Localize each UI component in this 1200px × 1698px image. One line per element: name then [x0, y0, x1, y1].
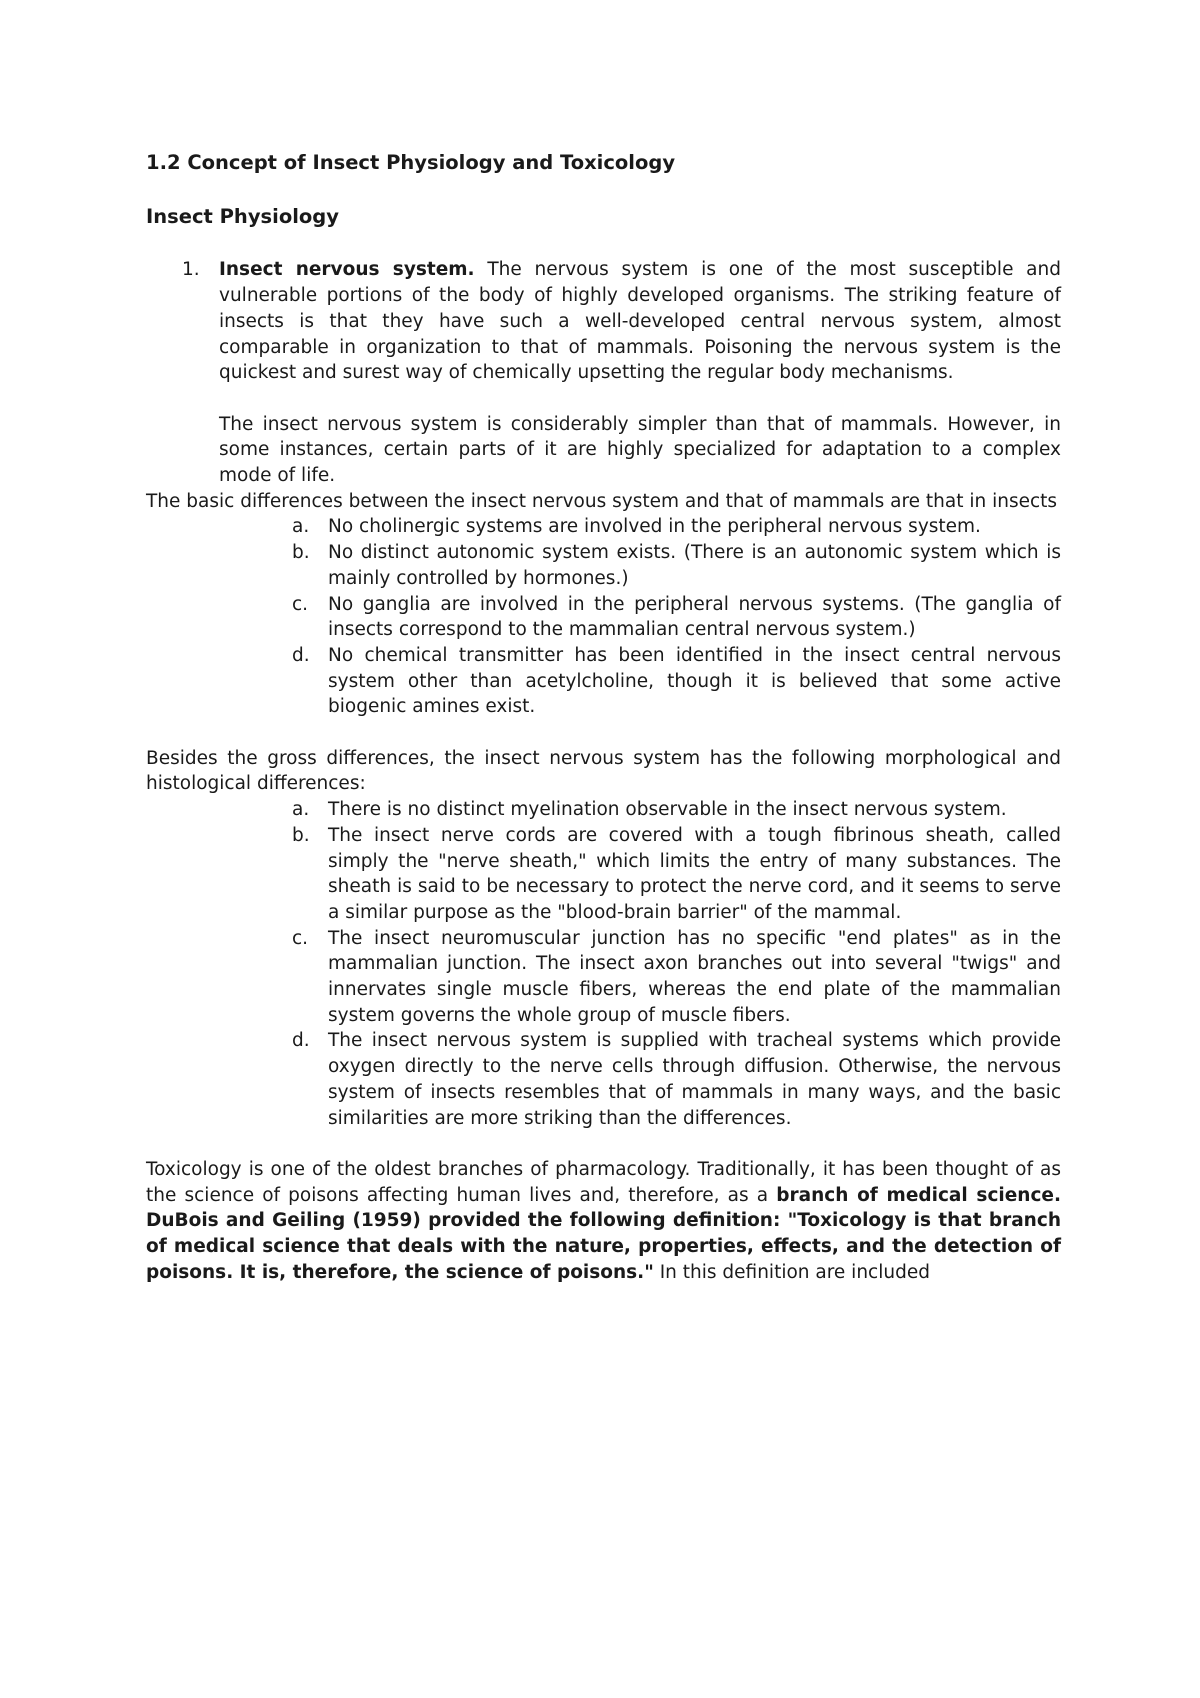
- list-marker: b.: [292, 542, 310, 564]
- list-item: [292, 540, 1061, 591]
- list-item-text: There is no distinct myelination observable in the insect nervous system.: [328, 799, 1007, 821]
- gross-differences-intro: Besides the gross differences, the insect nervous system has the following morphological and histological differences:: [146, 747, 1061, 795]
- toxicology-definition-bold: branch of medical science. DuBois and Geiling (1959) provided the following definition: "Toxicology is that branch of medical science that deals with the nature, properties, effects, and the detection of poisons. It is, therefore, the science of poisons.": [146, 1184, 1062, 1283]
- item-lead-text: The nervous system is one of the most susceptible and vulnerable portions of the body of highly developed organisms. The striking feature of insects is that they have such a well-developed central nervous system, almost comparable in organization to that of mammals. Poisoning the nervous system is the quickest and surest way of chemically upsetting the regular body mechanisms.: [219, 259, 1061, 384]
- list-item-text: No cholinergic systems are involved in the peripheral nervous system.: [328, 516, 981, 538]
- list-marker: c.: [292, 593, 309, 615]
- list-item: [292, 926, 1061, 1029]
- list-marker: a.: [292, 799, 310, 821]
- list-marker: b.: [292, 824, 310, 846]
- list-item: [292, 823, 1061, 926]
- list-item-text: The insect nerve cords are covered with a tough fibrinous sheath, called simply the "nerve sheath," which limits the entry of many substances. The sheath is said to be necessary to protect the nerve cord, and it seems to serve a similar purpose as the "blood-brain barrier" of the mammal.: [328, 824, 1061, 923]
- list-marker: a.: [292, 516, 310, 538]
- section-title: 1.2 Concept of Insect Physiology and Toxicology: [146, 151, 676, 174]
- subsection-title: Insect Physiology: [146, 204, 339, 228]
- item-second-paragraph: The insect nervous system is considerably simpler than that of mammals. However, in some instances, certain parts of it are highly specialized for adaptation to a complex mode of life.: [219, 413, 1061, 487]
- item-lead-bold: Insect nervous system.: [219, 259, 475, 281]
- list-item-text: No distinct autonomic system exists. (There is an autonomic system which is mainly controlled by hormones.): [328, 542, 1061, 589]
- toxicology-paragraph: [146, 1157, 1061, 1286]
- list-item: [292, 797, 1061, 823]
- list-marker: 1.: [182, 259, 200, 281]
- gross-differences-list: [146, 797, 1061, 1131]
- list-item-text: No ganglia are involved in the peripheral nervous systems. (The ganglia of insects correspond to the mammalian central nervous system.): [328, 593, 1061, 641]
- list-item: [292, 1028, 1061, 1131]
- list-marker: d.: [292, 644, 310, 666]
- list-marker: d.: [292, 1030, 310, 1052]
- list-item: [292, 514, 1061, 540]
- numbered-item: [182, 257, 1061, 488]
- document-page: [146, 150, 1061, 1285]
- toxicology-text-start: Toxicology is one of the oldest branches of pharmacology. Traditionally, it has been thought of as the science of poisons affecting human lives and, therefore, as a: [146, 1158, 1061, 1206]
- toxicology-text-end: In this definition are included: [653, 1261, 930, 1283]
- list-item-text: The insect neuromuscular junction has no specific "end plates" as in the mammalian junction. The insect axon branches out into several "twigs" and innervates single muscle fibers, whereas the end plate of the mammalian system governs the whole group of muscle fibers.: [328, 927, 1061, 1026]
- list-item-text: The insect nervous system is supplied with tracheal systems which provide oxygen directly to the nerve cells through diffusion. Otherwise, the nervous system of insects resembles that of mammals in many ways, and the basic similarities are more striking than the differences.: [328, 1030, 1061, 1129]
- basic-differences-intro: The basic differences between the insect nervous system and that of mammals are that in insects: [146, 490, 1058, 512]
- list-marker: c.: [292, 927, 309, 949]
- basic-differences-list: [146, 514, 1061, 720]
- list-item: [292, 643, 1061, 720]
- list-item: [292, 592, 1061, 643]
- list-item-text: No chemical transmitter has been identified in the insect central nervous system other than acetylcholine, though it is believed that some active biogenic amines exist.: [328, 644, 1061, 718]
